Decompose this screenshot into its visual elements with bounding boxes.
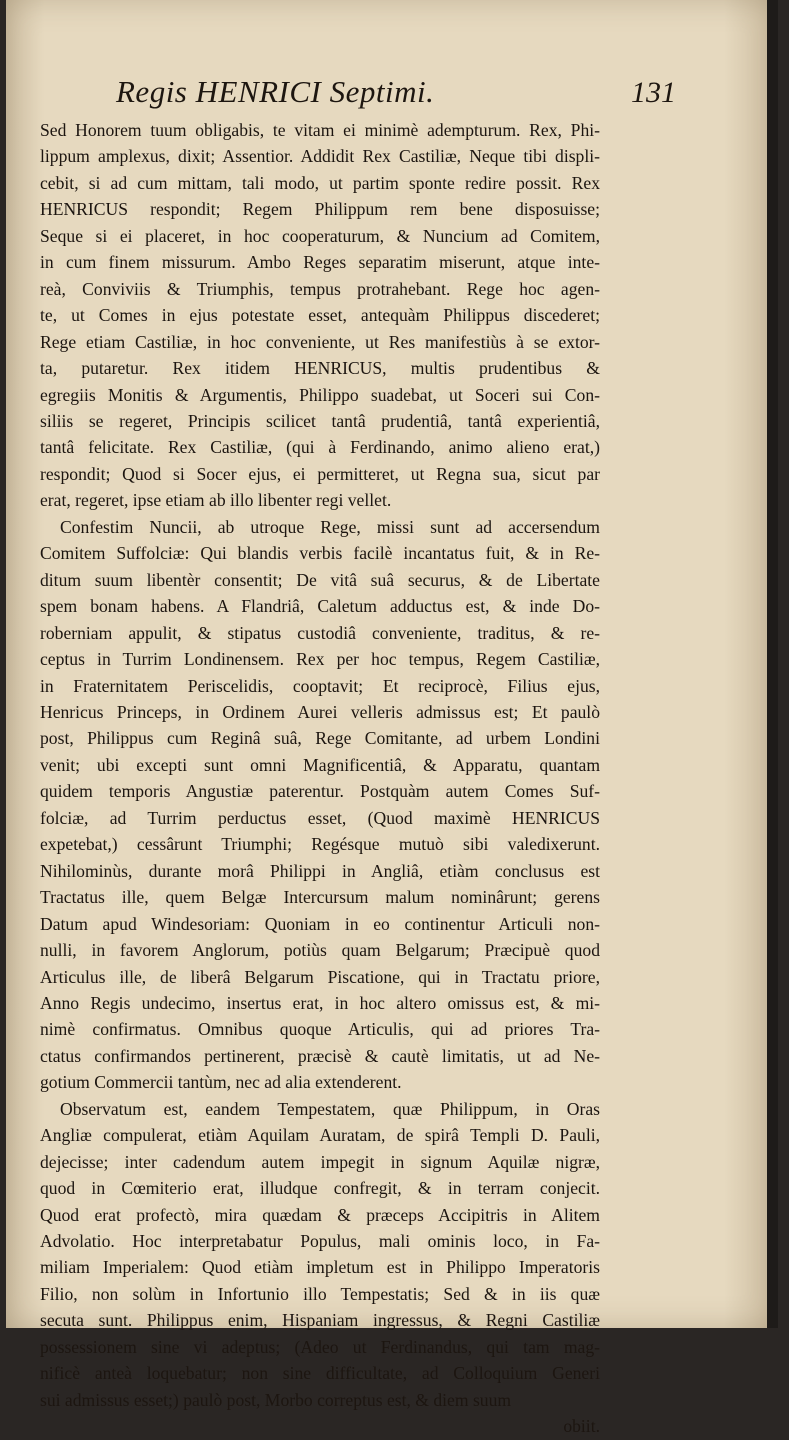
text-line: gotium Commercii tantùm, nec ad alia extenderent.: [40, 1072, 402, 1093]
text-line: in cum finem missurum. Ambo Reges separatim miserunt, atque inte-: [40, 252, 600, 273]
text-line: Observatum est, eandem Tempestatem, quæ Philippum, in Oras: [60, 1098, 600, 1119]
text-line: secuta sunt. Philippus enim, Hispaniam ingressus, & Regni Castiliæ: [40, 1310, 600, 1331]
text-line: Articulus ille, de liberâ Belgarum Piscatione, qui in Tractatu priore,: [40, 966, 600, 987]
text-line: ctatus confirmandos pertinerent, præcisè & cautè limitatis, ut ad Ne-: [40, 1045, 600, 1066]
text-line: in Fraternitatem Periscelidis, cooptavit; Et reciprocè, Filius ejus,: [40, 675, 600, 696]
text-line: Seque si ei placeret, in hoc cooperaturum, & Nuncium ad Comitem,: [40, 225, 600, 246]
text-line: Anno Regis undecimo, insertus erat, in hoc altero omissus est, & mi-: [40, 992, 600, 1013]
text-line: HENRICUS respondit; Regem Philippum rem bene disposuisse;: [40, 199, 600, 220]
text-line: folciæ, ad Turrim perductus esset, (Quod maximè HENRICUS: [40, 807, 600, 828]
text-line: tantâ felicitate. Rex Castiliæ, (qui à Ferdinando, animo alieno erat,): [40, 437, 600, 458]
text-line: Comitem Suffolciæ: Qui blandis verbis facilè incantatus fuit, & in Re-: [40, 543, 600, 564]
text-line: Nihilominùs, durante morâ Philippi in Angliâ, etiàm conclusus est: [40, 860, 600, 881]
page-header: [116, 74, 676, 118]
text-line: Henricus Princeps, in Ordinem Aurei velleris admissus est; Et paulò: [40, 701, 600, 722]
text-line: respondit; Quod si Socer ejus, ei permitteret, ut Regna sua, sicut par: [40, 463, 600, 484]
text-line: venit; ubi excepti sunt omni Magnificentiâ, & Apparatu, quantam: [40, 754, 600, 775]
text-line: Quod erat profectò, mira quædam & præceps Accipitris in Alitem: [40, 1204, 600, 1225]
text-line: quidem temporis Angustiæ paterentur. Postquàm autem Comes Suf-: [40, 781, 600, 802]
text-line: cebit, si ad cum mittam, tali modo, ut partim sponte redire possit. Rex: [40, 172, 600, 193]
page-number: 131: [631, 76, 676, 109]
page-edge-shadow: [767, 0, 778, 1328]
text-line: Sed Honorem tuum obligabis, te vitam ei minimè adempturum. Rex, Phi-: [40, 120, 600, 140]
text-line: obiit.: [563, 1416, 600, 1437]
text-line: dejecisse; inter cadendum autem impegit in signum Aquilæ nigræ,: [40, 1151, 600, 1172]
text-line: Filio, non solùm in Infortunio illo Tempestatis; Sed & in iis quæ: [40, 1283, 600, 1304]
text-line: ceptus in Turrim Londinensem. Rex per hoc tempus, Regem Castiliæ,: [40, 649, 600, 670]
text-line: Datum apud Windesoriam: Quoniam in eo continentur Articuli non-: [40, 913, 600, 934]
text-line: siliis se regeret, Principis scilicet tantâ prudentiâ, tantâ experientiâ,: [40, 410, 600, 431]
text-line: Rege etiam Castiliæ, in hoc conveniente, ut Res manifestiùs à se extor-: [40, 331, 600, 352]
text-line: sui admissus esset;) paulò post, Morbo correptus est, & diem suum: [40, 1389, 512, 1410]
text-line: roberniam appulit, & stipatus custodiâ conveniente, traditus, & re-: [40, 622, 600, 643]
text-line: lippum amplexus, dixit; Assentior. Addidit Rex Castiliæ, Neque tibi displi-: [40, 146, 600, 167]
text-line: egregiis Monitis & Argumentis, Philippo suadebat, ut Soceri sui Con-: [40, 384, 600, 405]
running-title: Regis HENRICI Septimi.: [116, 74, 435, 109]
text-line: Confestim Nuncii, ab utroque Rege, missi sunt ad accersendum: [60, 516, 600, 537]
text-line: miliam Imperialem: Quod etiàm impletum est in Philippo Imperatoris: [40, 1257, 600, 1278]
text-line: reà, Conviviis & Triumphis, tempus protrahebant. Rege hoc agen-: [40, 278, 600, 299]
text-line: erat, regeret, ipse etiam ab illo libenter regi vellet.: [40, 490, 392, 511]
text-line: Advolatio. Hoc interpretabatur Populus, mali ominis loco, in Fa-: [40, 1231, 600, 1252]
text-line: Tractatus ille, quem Belgæ Intercursum malum nominârunt; gerens: [40, 887, 600, 908]
text-line: possessionem sine vi adeptus; (Adeo ut Ferdinandus, qui tam mag-: [40, 1336, 600, 1357]
text-line: Angliæ compulerat, etiàm Aquilam Auratam, de spirâ Templi D. Pauli,: [40, 1125, 600, 1146]
text-line: nulli, in favorem Anglorum, potiùs quam Belgarum; Præcipuè quod: [40, 940, 600, 961]
body-text: [40, 117, 600, 1440]
text-line: post, Philippus cum Reginâ suâ, Rege Comitante, ad urbem Londini: [40, 728, 600, 749]
text-line: ditum suum libentèr consentit; De vitâ suâ securus, & de Libertate: [40, 569, 600, 590]
text-line: spem bonam habens. A Flandriâ, Caletum adductus est, & inde Do-: [40, 596, 600, 617]
text-line: te, ut Comes in ejus potestate esset, antequàm Philippus discederet;: [40, 305, 600, 326]
book-page: [6, 0, 778, 1437]
text-line: expetebat,) cessârunt Triumphi; Regésque mutuò sibi valedixerunt.: [40, 834, 600, 855]
text-line: quod in Cœmiterio erat, illudque confregit, & in terram conjecit.: [40, 1178, 600, 1199]
text-line: nimè confirmatus. Omnibus quoque Articulis, qui ad priores Tra-: [40, 1019, 600, 1040]
text-line: ta, putaretur. Rex itidem HENRICUS, multis prudentibus &: [40, 358, 600, 379]
text-line: nificè anteà loquebatur; non sine difficultate, ad Colloquium Generi: [40, 1363, 600, 1384]
